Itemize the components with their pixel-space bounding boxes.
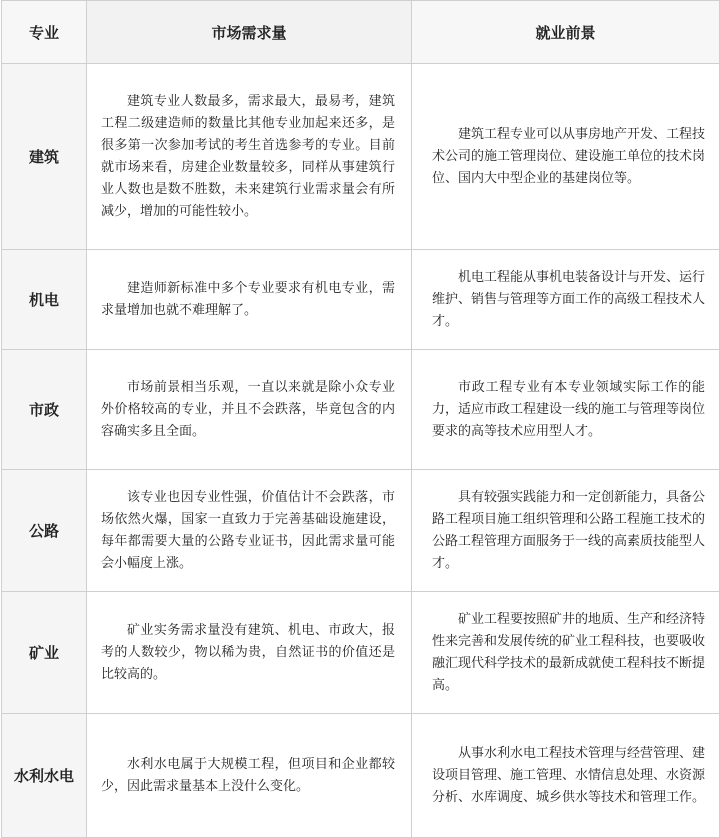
prospect-cell: 机电工程能从事机电装备设计与开发、运行维护、销售与管理等方面工作的高级工程技术人才。 [412, 250, 720, 350]
prospect-cell: 市政工程专业有本专业领域实际工作的能力，适应市政工程建设一线的施工与管理等岗位要求的高等技术应用型人才。 [412, 350, 720, 470]
header-row [2, 1, 720, 64]
major-cell: 机电 [2, 250, 87, 350]
demand-cell: 水利水电属于大规模工程，但项目和企业都较少，因此需求量基本上没什么变化。 [87, 714, 412, 838]
major-cell: 水利水电 [2, 714, 87, 838]
table-row [2, 470, 720, 592]
header-major: 专业 [2, 1, 87, 64]
major-cell: 市政 [2, 350, 87, 470]
demand-cell: 建造师新标准中多个专业要求有机电专业，需求量增加也就不难理解了。 [87, 250, 412, 350]
prospect-cell: 具有较强实践能力和一定创新能力，具备公路工程项目施工组织管理和公路工程施工技术的公路工程管理方面服务于一线的高素质技能型人才。 [412, 470, 720, 592]
table-row [2, 350, 720, 470]
table-row [2, 592, 720, 714]
table-row [2, 64, 720, 250]
prospect-cell: 从事水利水电工程技术管理与经营管理、建设项目管理、施工管理、水情信息处理、水资源分析、水库调度、城乡供水等技术和管理工作。 [412, 714, 720, 838]
table-row [2, 714, 720, 838]
demand-cell: 矿业实务需求量没有建筑、机电、市政大，报考的人数较少，物以稀为贵，自然证书的价值还是比较高的。 [87, 592, 412, 714]
major-cell: 矿业 [2, 592, 87, 714]
prospect-cell: 建筑工程专业可以从事房地产开发、工程技术公司的施工管理岗位、建设施工单位的技术岗位、国内大中型企业的基建岗位等。 [412, 64, 720, 250]
demand-cell: 市场前景相当乐观，一直以来就是除小众专业外价格较高的专业，并且不会跌落，毕竟包含的内容确实多且全面。 [87, 350, 412, 470]
header-prospect: 就业前景 [412, 1, 720, 64]
major-cell: 建筑 [2, 64, 87, 250]
table-row [2, 250, 720, 350]
major-cell: 公路 [2, 470, 87, 592]
header-demand: 市场需求量 [87, 1, 412, 64]
demand-cell: 建筑专业人数最多，需求最大，最易考，建筑工程二级建造师的数量比其他专业加起来还多，是很多第一次参加考试的考生首选参考的专业。目前就市场来看，房建企业数量较多，同样从事建筑行业人数也是数不胜数，未来建筑行业需求量会有所减少，增加的可能性较小。 [87, 64, 412, 250]
demand-cell: 该专业也因专业性强，价值估计不会跌落，市场依然火爆，国家一直致力于完善基础设施建设，每年都需要大量的公路专业证书，因此需求量可能会小幅度上涨。 [87, 470, 412, 592]
prospect-cell: 矿业工程要按照矿井的地质、生产和经济特性来完善和发展传统的矿业工程科技，也要吸收融汇现代科学技术的最新成就使工程科技不断提高。 [412, 592, 720, 714]
comparison-table [1, 0, 720, 838]
